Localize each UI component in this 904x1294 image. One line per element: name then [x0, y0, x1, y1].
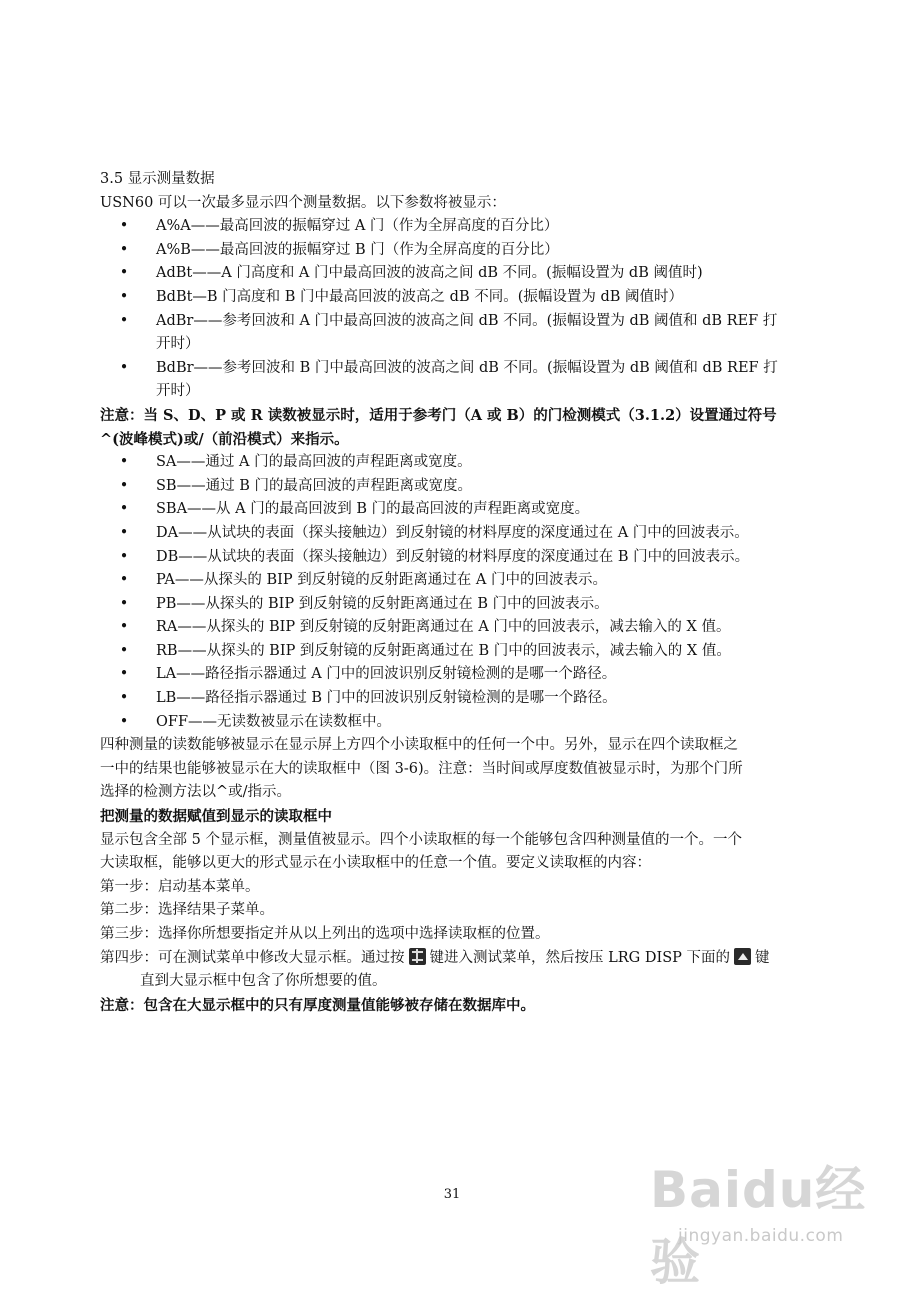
- step-4: 第四步：可在测试菜单中修改大显示框。通过按 键进入测试菜单，然后按压 LRG DISP 下面的 键: [100, 949, 770, 966]
- readout-list: [100, 451, 810, 734]
- step-1: 第一步：启动基本菜单。: [100, 878, 260, 895]
- paragraph-line: 选择的检测方法以^或/指示。: [100, 784, 292, 801]
- bullet-icon: •: [119, 548, 129, 565]
- list-item: • RA——从探头的 BIP 到反射镜的反射距离通过在 A 门中的回波表示，减去输入的 X 值。: [100, 616, 810, 640]
- list-item: • BdBr——参考回波和 B 门中最高回波的波高之间 dB 不同。(振幅设置为 dB 阈值和 dB REF 打 开时）: [100, 357, 810, 404]
- bullet-icon: •: [119, 359, 129, 376]
- step-4-continuation: 直到大显示框中包含了你所想要的值。: [140, 973, 387, 990]
- page-number: 31: [443, 1187, 461, 1202]
- bullet-icon: •: [119, 501, 129, 518]
- bullet-icon: •: [119, 690, 129, 707]
- list-item: • PA——从探头的 BIP 到反射镜的反射距离通过在 A 门中的回波表示。: [100, 569, 810, 593]
- list-item: • DB——从试块的表面（探头接触边）到反射镜的材料厚度的深度通过在 B 门中的回波表示。: [100, 546, 810, 570]
- list-item: • DA——从试块的表面（探头接触边）到反射镜的材料厚度的深度通过在 A 门中的回波表示。: [100, 522, 810, 546]
- list-item: • RB——从探头的 BIP 到反射镜的反射距离通过在 B 门中的回波表示，减去输入的 X 值。: [100, 640, 810, 664]
- steps-list: [100, 876, 810, 994]
- note-1-line-2: ^(波峰模式)或/（前沿模式）来指示。: [100, 430, 349, 448]
- paragraph-readouts: [100, 734, 810, 805]
- list-item: • PB——从探头的 BIP 到反射镜的反射距离通过在 B 门中的回波表示。: [100, 593, 810, 617]
- step-3: 第三步：选择你所想要指定并从以上列出的选项中选择读取框的位置。: [100, 926, 550, 942]
- list-item: • LA——路径指示器通过 A 门中的回波识别反射镜检测的是哪一个路径。: [100, 663, 810, 687]
- note-1-line-1: 注意：当 S、D、P 或 R 读数被显示时，适用于参考门（A 或 B）的门检测模式（3.1.2）设置通过符号: [100, 406, 777, 424]
- intro-text: USN60 可以一次最多显示四个测量数据。以下参数将被显示：: [100, 194, 506, 211]
- watermark-url: jingyan.baidu.com: [678, 1226, 844, 1246]
- bullet-icon: •: [119, 642, 129, 659]
- list-item: • A%A——最高回波的振幅穿过 A 门（作为全屏高度的百分比）: [100, 215, 810, 239]
- paragraph-line: 一中的结果也能够被显示在大的读取框中（图 3-6)。注意：当时间或厚度数值被显示时，为那个门所: [100, 760, 743, 777]
- bullet-icon: •: [119, 241, 129, 258]
- list-item: • AdBt——A 门高度和 A 门中最高回波的波高之间 dB 不同。(振幅设置为 dB 阈值时): [100, 262, 810, 286]
- list-item: • AdBr——参考回波和 A 门中最高回波的波高之间 dB 不同。(振幅设置为 dB 阈值和 dB REF 打 开时）: [100, 310, 810, 357]
- subheading: 把测量的数据赋值到显示的读取框中: [100, 808, 332, 826]
- bullet-icon: •: [119, 265, 129, 282]
- list-item: • SB——通过 B 门的最高回波的声程距离或宽度。: [100, 475, 810, 499]
- paragraph-line: 四种测量的读数能够被显示在显示屏上方四个小读取框中的任何一个中。另外，显示在四个读取框之: [100, 737, 738, 754]
- bullet-icon: •: [119, 595, 129, 612]
- bullet-icon: •: [119, 572, 129, 589]
- bullet-icon: •: [119, 713, 129, 730]
- bullet-icon: •: [119, 288, 129, 305]
- list-item: • SBA——从 A 门的最高回波到 B 门的最高回波的声程距离或宽度。: [100, 498, 810, 522]
- list-item: • OFF——无读数被显示在读数框中。: [100, 711, 810, 735]
- bullet-icon: •: [119, 218, 129, 235]
- bullet-icon: •: [119, 477, 129, 494]
- baidu-watermark: [640, 1140, 890, 1291]
- note-2: 注意：包含在大显示框中的只有厚度测量值能够被存储在数据库中。: [100, 996, 535, 1014]
- bullet-icon: •: [119, 454, 129, 471]
- paragraph-display-boxes: [100, 829, 810, 876]
- bullet-icon: •: [119, 619, 129, 636]
- plus-minus-key-icon: [409, 948, 426, 965]
- param-list: [100, 215, 810, 404]
- paragraph-line: 显示包含全部 5 个显示框，测量值被显示。四个小读取框的每一个能够包含四种测量值的一个。一个: [100, 831, 742, 848]
- step-2: 第二步：选择结果子菜单。: [100, 902, 274, 919]
- bullet-icon: •: [119, 312, 129, 329]
- paragraph-line: 大读取框，能够以更大的形式显示在小读取框中的任意一个值。要定义读取框的内容：: [100, 855, 651, 872]
- page-content: [100, 168, 810, 1017]
- list-item: • LB——路径指示器通过 B 门中的回波识别反射镜检测的是哪一个路径。: [100, 687, 810, 711]
- section-heading: 3.5 显示测量数据: [100, 171, 215, 187]
- list-item: • BdBt—B 门高度和 B 门中最高回波的波高之 dB 不同。(振幅设置为 dB 阈值时）: [100, 286, 810, 310]
- bullet-icon: •: [119, 524, 129, 541]
- list-item: • SA——通过 A 门的最高回波的声程距离或宽度。: [100, 451, 810, 475]
- bullet-icon: •: [119, 666, 129, 683]
- list-item: • A%B——最高回波的振幅穿过 B 门（作为全屏高度的百分比）: [100, 239, 810, 263]
- watermark-logo: Baidu经验: [650, 1161, 867, 1291]
- up-arrow-key-icon: [734, 948, 751, 965]
